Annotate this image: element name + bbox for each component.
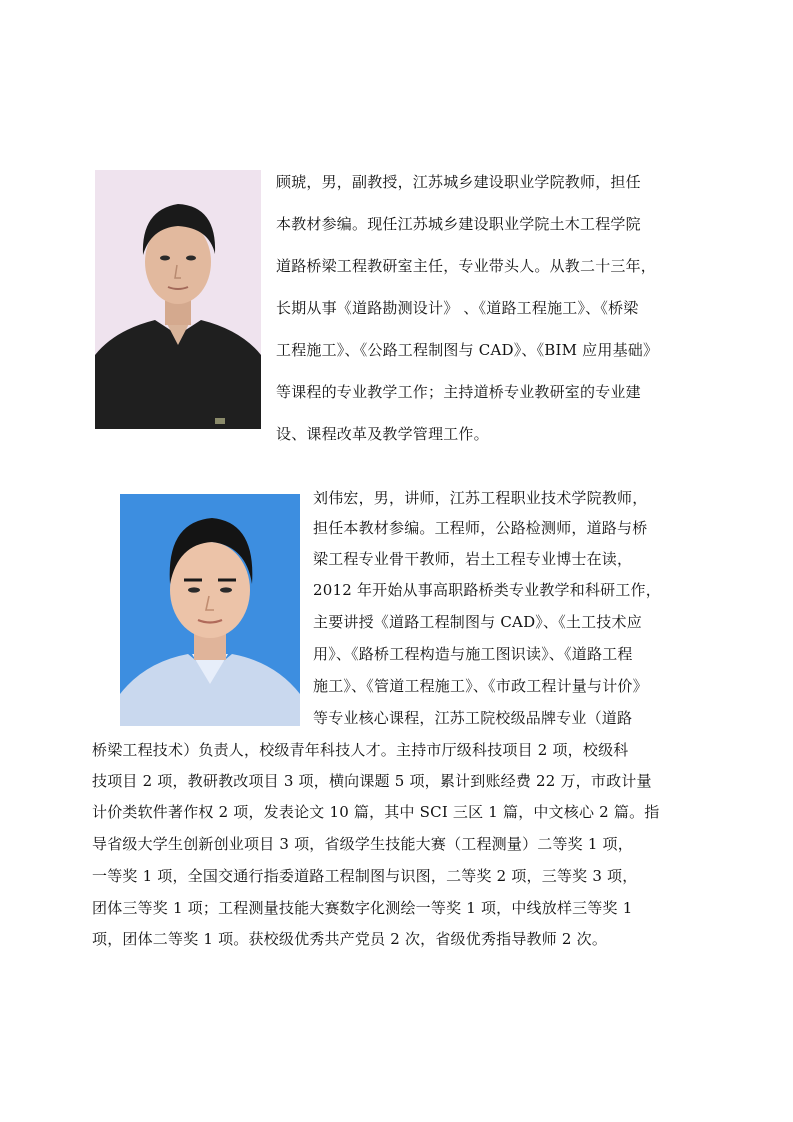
bio-2-line: 刘伟宏，男，讲师，江苏工程职业技术学院教师， bbox=[313, 489, 648, 507]
bio-2-line: 导省级大学生创新创业项目 3 项，省级学生技能大赛（工程测量）二等奖 1 项， bbox=[92, 835, 633, 853]
bio-2-line: 技项目 2 项，教研教改项目 3 项，横向课题 5 项，累计到账经费 22 万，市政计量 bbox=[92, 772, 652, 790]
bio-2-line: 项，团体二等奖 1 项。获校级优秀共产党员 2 次，省级优秀指导教师 2 次。 bbox=[92, 930, 608, 948]
bio-1-line: 等课程的专业教学工作；主持道桥专业教研室的专业建 bbox=[276, 383, 641, 401]
bio-1-line: 长期从事《道路勘测设计》 、《道路工程施工》、《桥梁 bbox=[276, 299, 639, 317]
bio-2-line: 等专业核心课程，江苏工院校级品牌专业（道路 bbox=[313, 709, 633, 727]
bio-2-line: 桥梁工程技术）负责人，校级青年科技人才。主持市厅级科技项目 2 项，校级科 bbox=[92, 741, 629, 759]
bio-2-line: 主要讲授《道路工程制图与 CAD》、《土工技术应 bbox=[313, 613, 642, 631]
bio-2-line: 计价类软件著作权 2 项，发表论文 10 篇，其中 SCI 三区 1 篇，中文核心 2 篇。指 bbox=[92, 803, 660, 821]
portrait-image-1 bbox=[95, 170, 261, 429]
bio-2-line: 用》、《路桥工程构造与施工图识读》、《道路工程 bbox=[313, 645, 633, 663]
bio-1-line: 工程施工》、《公路工程制图与 CAD》、《BIM 应用基础》 bbox=[276, 341, 659, 359]
bio-2-line: 一等奖 1 项，全国交通行指委道路工程制图与识图，二等奖 2 项，三等奖 3 项， bbox=[92, 867, 638, 885]
bio-2-line: 梁工程专业骨干教师，岩土工程专业博士在读， bbox=[313, 550, 633, 568]
bio-2-line: 团体三等奖 1 项；工程测量技能大赛数字化测绘一等奖 1 项，中线放样三等奖 1 bbox=[92, 899, 633, 917]
bio-1-line: 顾琥，男，副教授，江苏城乡建设职业学院教师，担任 bbox=[276, 173, 641, 191]
portrait-image-2 bbox=[120, 494, 300, 726]
portrait-photo-2 bbox=[120, 494, 300, 726]
portrait-photo-1 bbox=[95, 170, 261, 429]
bio-2-line: 2012 年开始从事高职路桥类专业教学和科研工作， bbox=[313, 581, 661, 599]
bio-1-line: 设、课程改革及教学管理工作。 bbox=[276, 425, 489, 443]
bio-1-line: 道路桥梁工程教研室主任，专业带头人。从教二十三年， bbox=[276, 257, 657, 275]
bio-2-line: 担任本教材参编。工程师，公路检测师，道路与桥 bbox=[313, 519, 648, 537]
bio-1-line: 本教材参编。现任江苏城乡建设职业学院土木工程学院 bbox=[276, 215, 641, 233]
bio-2-line: 施工》、《管道工程施工》、《市政工程计量与计价》 bbox=[313, 677, 648, 695]
